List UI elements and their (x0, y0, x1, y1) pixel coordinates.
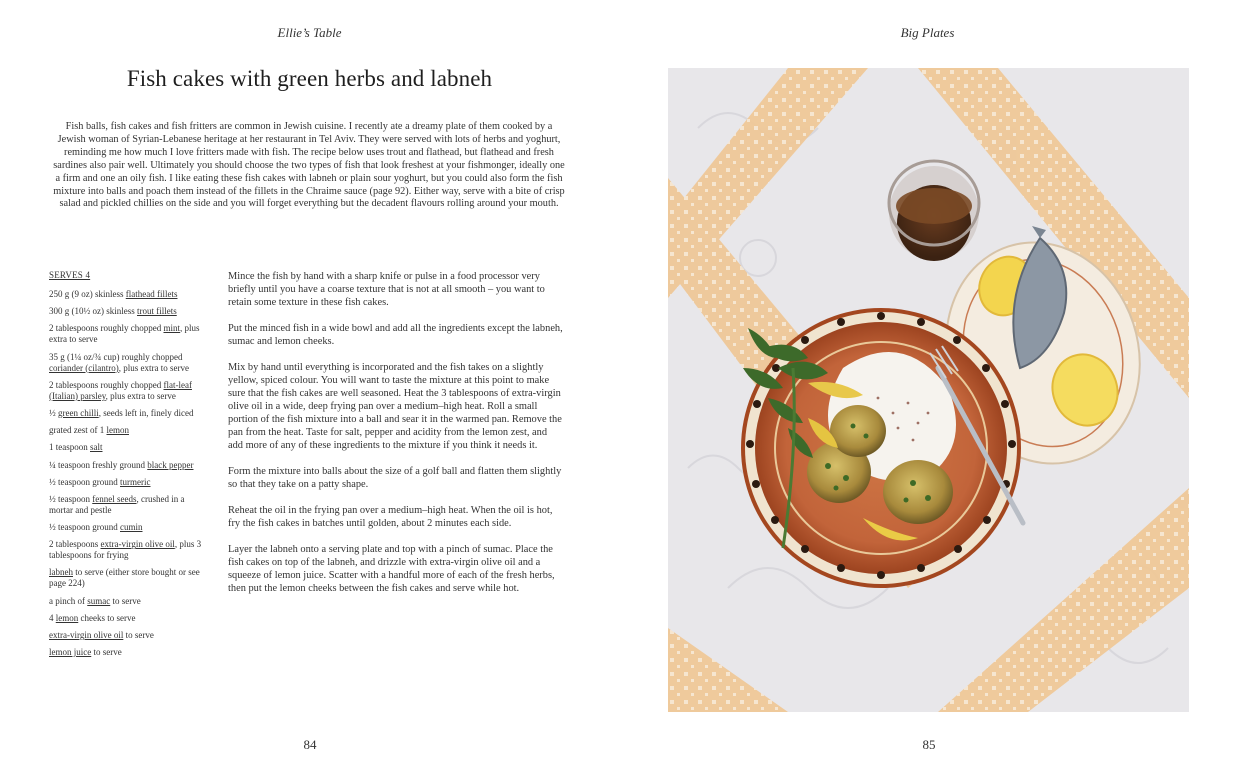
ingredient-item: 4 lemon cheeks to serve (49, 612, 136, 623)
food-photo-illustration (668, 68, 1189, 712)
method-step: Layer the labneh onto a serving plate and top with a pinch of sumac. Place the fish cakes on top of the labneh, and drizzle with extra-virgin olive oil and a squeeze of lemon juice. Scatter with a handful more of each of the fresh herbs, then put the lemon cheeks between the fish cakes and serve while hot. (228, 544, 555, 594)
ingredient-item: ¼ teaspoon freshly ground black pepper (49, 459, 194, 470)
main-plate (741, 308, 1023, 588)
ingredient-item: extra-virgin olive oil to serve (49, 630, 154, 640)
serves-label: SERVES 4 (49, 270, 91, 280)
ingredient-item: labneh to serve (either store bought or see page 224) (49, 567, 200, 589)
ingredient-item: ½ teaspoon ground cumin (49, 522, 143, 533)
method-step: Reheat the oil in the frying pan over a medium–high heat. When the oil is hot, fry the fish cakes in batches until golden, about 2 minutes each side. (228, 505, 553, 529)
ingredient-item: 35 g (1¼ oz/¾ cup) roughly chopped coriander (cilantro), plus extra to serve (49, 351, 189, 373)
method-step: Mince the fish by hand with a sharp knife or pulse in a food processor very briefly until you have a coarse texture that is not at all smooth – you want to retain some texture in these fish cakes. (228, 271, 545, 308)
running-head-right: Big Plates (900, 25, 955, 40)
ingredient-item: ½ teaspoon ground turmeric (49, 476, 151, 487)
recipe-title: Fish cakes with green herbs and labneh (126, 66, 493, 91)
method-step: Mix by hand until everything is incorporated and the fish takes on a slightly yellow, spiced colour. You will want to taste the mixture at this point to make sure that the fish cakes are well seasoned. Heat the 3 tablespoons of extra-virgin olive oil in a wide, deep frying pan over a medium–high heat. Roll a small portion of the fish mixture into a ball and sear it in the warmed pan. Remove the pan from the heat. Taste for salt, pepper and acidity from the lemon zest, and add more of any of these ingredients to the mixture if you think it needs it. (228, 362, 562, 451)
ingredient-item: 2 tablespoons roughly chopped mint, plus extra to serve (49, 323, 200, 345)
method-step: Form the mixture into balls about the size of a golf ball and flatten them slightly so that they take on a patty shape. (228, 466, 562, 490)
food-photograph (668, 68, 1189, 712)
ingredient-item: lemon juice to serve (49, 647, 122, 658)
ingredient-item: ½ teaspoon fennel seeds, crushed in a mortar and pestle (49, 493, 185, 515)
page-number-right: 85 (922, 737, 936, 752)
method-step: Put the minced fish in a wide bowl and add all the ingredients except the labneh, sumac and lemon cheeks. (228, 323, 563, 347)
ingredient-item: a pinch of sumac to serve (49, 595, 141, 606)
ingredient-item: 1 teaspoon salt (49, 442, 103, 453)
page-number-left: 84 (303, 737, 317, 752)
method-steps (228, 270, 564, 608)
ingredient-item: 2 tablespoons extra-virgin olive oil, plus 3 tablespoons for frying (49, 539, 202, 561)
ingredient-item: grated zest of 1 lemon (49, 425, 129, 436)
ingredients-list (49, 270, 209, 664)
running-head-left: Ellie’s Table (277, 25, 342, 40)
ingredient-item: 2 tablespoons roughly chopped flat-leaf (Italian) parsley, plus extra to serve (49, 379, 192, 401)
right-page (619, 0, 1238, 779)
ingredient-item: 300 g (10½ oz) skinless trout fillets (49, 306, 177, 317)
recipe-intro: Fish balls, fish cakes and fish fritters are common in Jewish cuisine. I recently ate a dreamy plate of them cooked by a Jewish woman of Syrian-Lebanese heritage at her restaurant in Tel Aviv. They were served with lots of herbs and yoghurt, reminding me how much I love fritters made with fish. The recipe below uses trout and flathead, but flathead and fresh sardines also pair well. Ultimately you should choose the two types of fish that look freshest at your fishmonger, ideally one a firm and one an oily fish. I like eating these fish cakes with labneh or plain sour yoghurt, but you could also form the fish mixture into balls and poach them instead of the fillets in the Chraime sauce (page 92). Either way, serve with a bite of crisp salad and pickled chillies on the side and you will forget everything but the decadent flavours rolling around your mouth. (53, 121, 565, 210)
ingredient-item: 250 g (9 oz) skinless flathead fillets (49, 289, 178, 299)
ingredient-item: ½ green chilli, seeds left in, finely diced (49, 407, 194, 418)
